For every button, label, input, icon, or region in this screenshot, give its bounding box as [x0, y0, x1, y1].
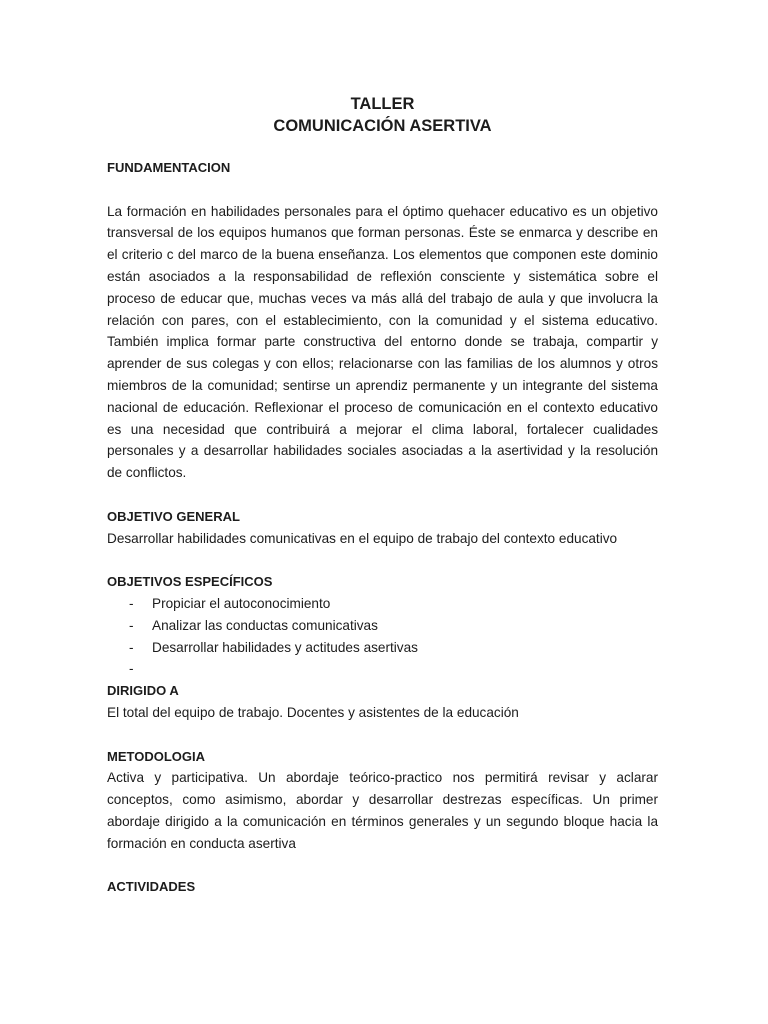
- bullet-dash: -: [129, 639, 134, 655]
- section-heading-objetivo-general: OBJETIVO GENERAL: [107, 508, 240, 524]
- list-item-text: Analizar las conductas comunicativas: [152, 617, 378, 633]
- section-heading-metodologia: METODOLOGIA: [107, 748, 205, 764]
- bullet-dash: -: [129, 661, 134, 677]
- list-item: [107, 593, 658, 615]
- document-body: [107, 93, 658, 898]
- list-item: [107, 658, 658, 680]
- section-actividades: [107, 876, 658, 898]
- document-title-line2: COMUNICACIÓN ASERTIVA: [273, 117, 492, 135]
- metodologia-text: Activa y participativa. Un abordaje teórico-practico nos permitirá revisar y aclarar conceptos, como asimismo, abordar y desarrollar destrezas específicas. Un primer abordaje dirigido a la comunicación en términos generales y un segundo bloque hacia la formación en conducta asertiva: [107, 770, 658, 851]
- bullet-dash: -: [129, 617, 134, 633]
- dirigido-a-text: El total del equipo de trabajo. Docentes y asistentes de la educación: [107, 704, 519, 720]
- section-metodologia: [107, 746, 658, 855]
- section-objetivo-general: [107, 506, 658, 550]
- list-item-text: Desarrollar habilidades y actitudes asertivas: [152, 639, 418, 655]
- bullet-dash: -: [129, 595, 134, 611]
- objetivos-list: [107, 593, 658, 680]
- objetivo-general-text: Desarrollar habilidades comunicativas en el equipo de trabajo del contexto educativo: [107, 530, 618, 546]
- list-item-text: Propiciar el autoconocimiento: [152, 595, 331, 611]
- section-dirigido-a: [107, 680, 658, 724]
- section-heading-fundamentacion: FUNDAMENTACION: [107, 160, 231, 175]
- list-item: [107, 637, 658, 659]
- list-item: [107, 615, 658, 637]
- section-heading-objetivos-especificos: OBJETIVOS ESPECÍFICOS: [107, 574, 273, 590]
- section-fundamentacion: [107, 157, 658, 484]
- section-heading-dirigido-a: DIRIGIDO A: [107, 683, 179, 699]
- document-title-line1: TALLER: [350, 95, 415, 113]
- section-objetivos-especificos: [107, 571, 658, 680]
- section-heading-actividades: ACTIVIDADES: [107, 879, 196, 895]
- fundamentacion-text: La formación en habilidades personales para el óptimo quehacer educativo es un objetivo transversal de los equipos humanos que forman personas. Éste se enmarca y describe en el criterio c del marco de la buena enseñanza. Los elementos que componen este dominio están asociados a la responsabilidad de reflexión consciente y sistemática sobre el proceso de educar que, muchas veces va más allá del trabajo de aula y que involucra la relación con pares, con el establecimiento, con la comunidad y el sistema educativo. También implica formar parte constructiva del entorno donde se trabaja, compartir y aprender de sus colegas y con ellos; relacionarse con las familias de los alumnos y otros miembros de la comunidad; sentirse un aprendiz permanente y un integrante del sistema nacional de educación. Reflexionar el proceso de comunicación en el contexto educativo es una necesidad que contribuirá a mejorar el clima laboral, fortalecer cualidades personales y a desarrollar habilidades sociales asociadas a la asertividad y la resolución de conflictos.: [107, 203, 658, 481]
